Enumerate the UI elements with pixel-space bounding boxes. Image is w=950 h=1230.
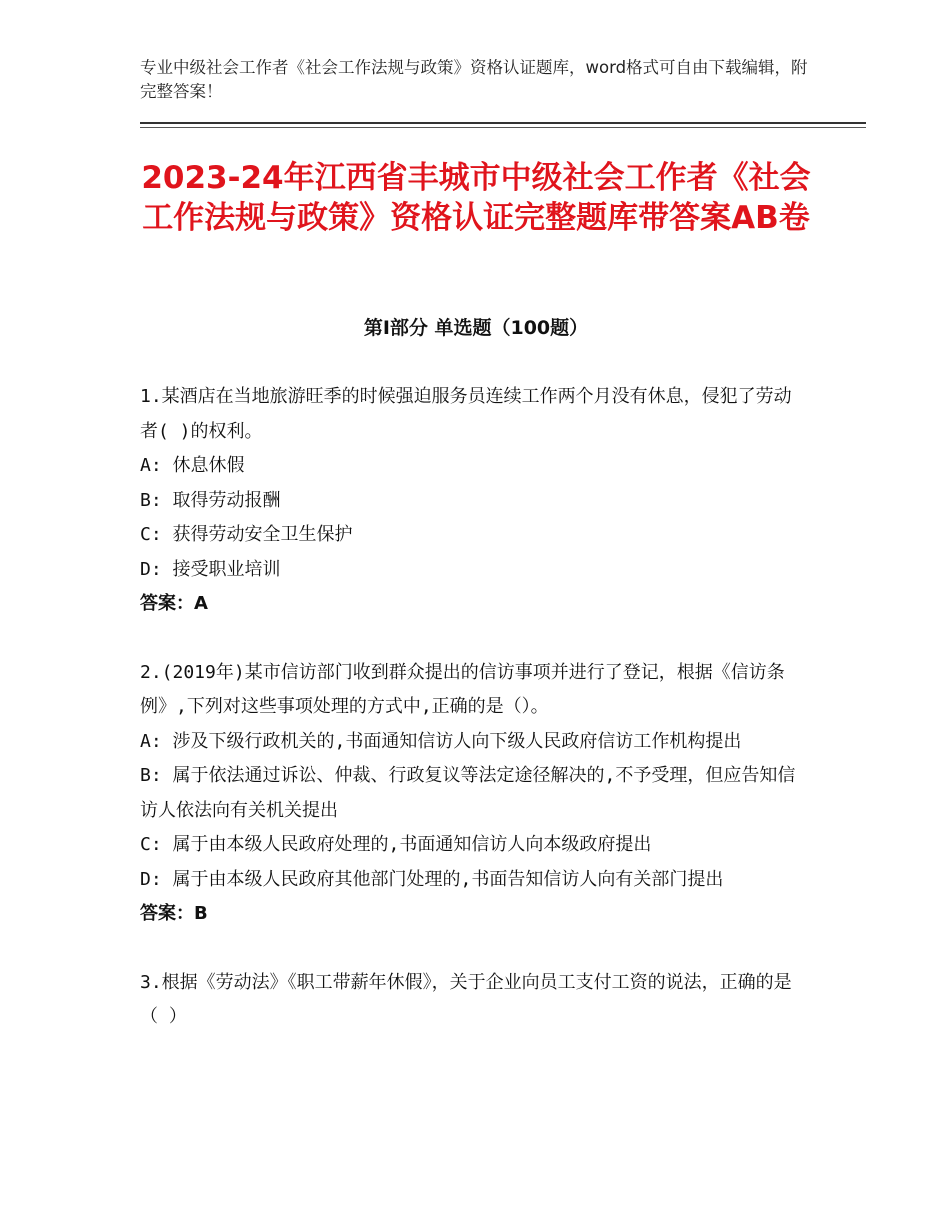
option-b: B: 属于依法通过诉讼、仲裁、行政复议等法定途径解决的,不予受理，但应告知信访人依法向有关机关提出 — [140, 765, 796, 821]
option-d: D: 属于由本级人民政府其他部门处理的,书面告知信访人向有关部门提出 — [140, 868, 724, 890]
question-stem: 3.根据《劳动法》《职工带薪年休假》，关于企业向员工支付工资的说法，正确的是（ ） — [140, 971, 792, 1027]
option-a: A: 休息休假 — [140, 455, 245, 476]
option-c: C: 属于由本级人民政府处理的,书面通知信访人向本级政府提出 — [140, 834, 652, 855]
header-note: 专业中级社会工作者《社会工作法规与政策》资格认证题库，word格式可自由下载编辑，附完整答案！ — [140, 58, 808, 101]
question-3 — [140, 966, 805, 1035]
option-a: A: 涉及下级行政机关的,书面通知信访人向下级人民政府信访工作机构提出 — [140, 730, 742, 752]
option-c: C: 获得劳动安全卫生保护 — [140, 524, 353, 545]
option-d: D: 接受职业培训 — [140, 558, 281, 580]
question-list — [140, 380, 805, 1035]
header-rule-thin — [140, 127, 866, 128]
question-2 — [140, 656, 805, 932]
answer-label: 答案：B — [140, 903, 208, 924]
question-stem: 2.(2019年)某市信访部门收到群众提出的信访事项并进行了登记，根据《信访条例》,下列对这些事项处理的方式中,正确的是（）。 — [140, 661, 785, 717]
answer-label: 答案：A — [140, 593, 208, 614]
section-heading: 第I部分 单选题（100题） — [363, 317, 589, 339]
question-1 — [140, 380, 805, 622]
header-rule-thick — [140, 122, 866, 124]
document-title: 2023-24年江西省丰城市中级社会工作者《社会工作法规与政策》资格认证完整题库带答案AB卷 — [141, 160, 811, 236]
option-b: B: 取得劳动报酬 — [140, 489, 281, 511]
question-stem: 1.某酒店在当地旅游旺季的时候强迫服务员连续工作两个月没有休息，侵犯了劳动者( )的权利。 — [140, 386, 792, 442]
